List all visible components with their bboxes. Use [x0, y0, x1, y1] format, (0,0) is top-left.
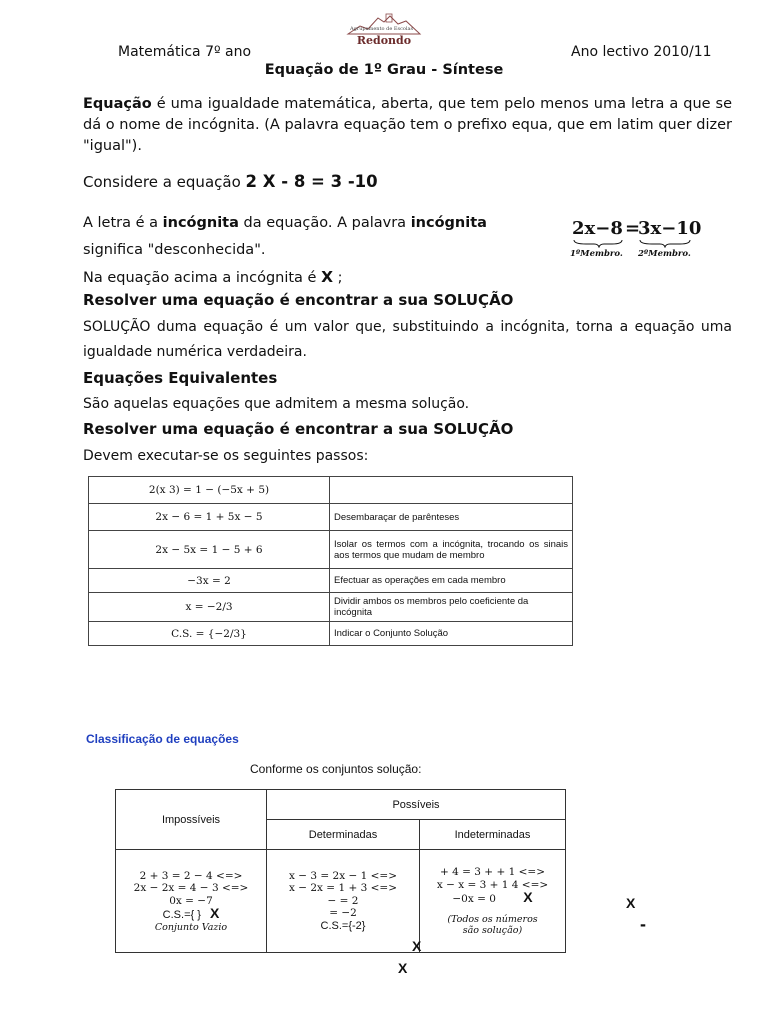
x-mark: X [626, 895, 636, 911]
det-line: = −2 [329, 907, 357, 920]
step-description: Indicar o Conjunto Solução [330, 622, 573, 646]
table-row [116, 850, 566, 953]
table-row [116, 790, 566, 820]
equivalent-heading: Equações Equivalentes [83, 369, 278, 387]
x-mark: X [523, 889, 533, 906]
x-mark: X [412, 938, 422, 954]
solve-heading-2: Resolver uma equação é encontrar a sua SOLUÇÃO [83, 420, 514, 438]
page-title: Equação de 1º Grau - Síntese [264, 62, 504, 78]
unknown-text-c: da equação. A palavra [238, 215, 411, 231]
solve-text-2: Devem executar-se os seguintes passos: [83, 448, 369, 464]
equivalent-text: São aquelas equações que admitem a mesma solução. [83, 396, 470, 412]
logo-small-text: Agrupamento de Escolas [350, 26, 414, 32]
det-line: x − 2x = 1 + 3 <=> [288, 882, 398, 895]
classification-subtitle: Conforme os conjuntos solução: [250, 762, 422, 776]
castle-icon [346, 12, 422, 36]
consider-line [83, 171, 378, 193]
step-equation: 2(x 3) = 1 − (−5x + 5) [89, 477, 330, 504]
imp-cs: C.S.={ } [162, 909, 201, 921]
classification-title: Classificação de equações [86, 732, 239, 746]
indetermined-cell [420, 850, 566, 953]
ind-line: + 4 = 3 + + 1 <=> [440, 866, 545, 879]
intro-paragraph [83, 94, 732, 157]
unknown-bold-2: incógnita [410, 215, 487, 231]
unknown-line-2: significa "desconhecida". [83, 242, 266, 258]
step-equation: 2x − 5x = 1 − 5 + 6 [89, 531, 330, 569]
left-member: 2x−8 [572, 218, 623, 239]
step-description: Isolar os termos com a incógnita, trocando os sinais aos termos que mudam de membro [330, 531, 573, 569]
step-equation: C.S. = {−2/3} [89, 622, 330, 646]
x-mark: X [398, 960, 408, 976]
step-equation: x = −2/3 [89, 593, 330, 622]
step-equation: −3x = 2 [89, 569, 330, 593]
det-cs: C.S.={-2} [320, 919, 366, 932]
steps-table [88, 476, 573, 646]
step-description: Desembaraçar de parênteses [330, 504, 573, 531]
ind-note-1: (Todos os números [447, 913, 538, 925]
right-member: 3x−10 [638, 218, 702, 239]
possible-header: Possíveis [267, 790, 566, 820]
unknown-bold-1: incógnita [162, 215, 239, 231]
step-description [330, 477, 573, 504]
table-row [89, 477, 573, 504]
solve-text-1: SOLUÇÃO duma equação é um valor que, substituindo a incógnita, torna a equação uma igualdade numérica verdadeira. [83, 319, 732, 360]
school-logo [346, 12, 422, 50]
header-subject: Matemática 7º ano [118, 44, 252, 60]
ind-line: x − x = 3 + 1 4 <=> [436, 878, 549, 891]
consider-equation: 2 X - 8 = 3 -10 [245, 172, 378, 191]
unknown-text-a: A letra é a [83, 215, 163, 231]
unknown-text-p3a: Na equação acima a incógnita é [83, 270, 322, 286]
step-equation: 2x − 6 = 1 + 5x − 5 [89, 504, 330, 531]
unknown-line-1 [83, 210, 553, 237]
determined-header: Determinadas [267, 820, 420, 850]
table-row [89, 504, 573, 531]
table-row [89, 531, 573, 569]
unknown-text-p3c: ; [333, 270, 343, 286]
left-member-label: 1ºMembro. [570, 249, 623, 259]
brace-icon [568, 238, 703, 248]
unknown-paragraph [83, 210, 553, 292]
unknown-variable: X [321, 268, 334, 286]
consider-prefix: Considere a equação [83, 173, 246, 191]
ind-line [421, 891, 564, 906]
step-description: Dividir ambos os membros pelo coeficiente da incógnita [330, 593, 573, 622]
dash-mark: - [640, 914, 646, 934]
members-figure [568, 218, 703, 263]
equals-sign: = [625, 218, 641, 239]
indetermined-header: Indeterminadas [420, 820, 566, 850]
x-mark: X [209, 905, 220, 921]
table-row [89, 569, 573, 593]
logo-text: Redondo [356, 34, 412, 47]
ind-note-2: são solução) [462, 924, 523, 936]
impossible-header: Impossíveis [116, 790, 267, 850]
step-description: Efectuar as operações em cada membro [330, 569, 573, 593]
intro-term: Equação [83, 96, 152, 112]
unknown-line-3 [83, 264, 553, 292]
determined-cell [267, 850, 420, 953]
imp-note: Conjunto Vazio [154, 921, 228, 933]
table-row [89, 622, 573, 646]
intro-text: é uma igualdade matemática, aberta, que tem pelo menos uma letra a que se dá o nome de incógnita. (A palavra equação tem o prefixo equa, que em latim quer dizer "igual"). [83, 96, 732, 154]
imp-line: 0x = −7 [169, 894, 213, 907]
impossible-cell [116, 850, 267, 953]
det-line: x − 3 = 2x − 1 <=> [288, 869, 398, 882]
ind-line-3: −0x = 0 [452, 893, 496, 906]
header-year: Ano lectivo 2010/11 [571, 44, 712, 60]
classification-table [115, 789, 566, 953]
right-member-label: 2ºMembro. [638, 249, 691, 259]
imp-line: 2 + 3 = 2 − 4 <=> [139, 869, 243, 882]
table-row [89, 593, 573, 622]
solve-heading-1: Resolver uma equação é encontrar a sua SOLUÇÃO [83, 291, 514, 309]
imp-line: 2x − 2x = 4 − 3 <=> [133, 882, 249, 894]
det-line: − = 2 [327, 894, 359, 907]
imp-cs-line [117, 907, 265, 922]
